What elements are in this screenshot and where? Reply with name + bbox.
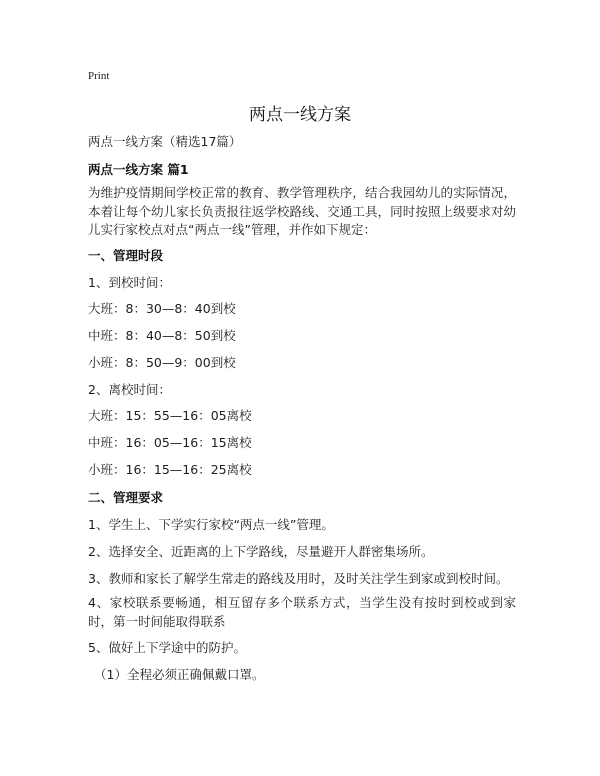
print-label: Print [88, 70, 110, 82]
requirement-item: 2、选择安全、近距离的上下学路线，尽量避开人群密集场所。 [88, 544, 434, 559]
departure-label: 2、离校时间： [88, 382, 171, 397]
arrival-label: 1、到校时间： [88, 275, 171, 290]
part1-heading: 一、管理时段 [88, 248, 164, 263]
requirement-item: 3、教师和家长了解学生常走的路线及用时，及时关注学生到家或到校时间。 [88, 571, 509, 586]
requirement-item: 5、做好上下学途中的防护。 [88, 640, 246, 655]
departure-small-class: 小班：16：15—16：25离校 [88, 462, 252, 477]
requirement-item: 1、学生上、下学实行家校“两点一线”管理。 [88, 517, 334, 532]
departure-large-class: 大班：15：55—16：05离校 [88, 408, 252, 423]
departure-middle-class: 中班：16：05—16：15离校 [88, 435, 252, 450]
page-title: 两点一线方案 [249, 105, 351, 125]
arrival-small-class: 小班：8：50—9：00到校 [88, 355, 236, 370]
part2-heading: 二、管理要求 [88, 490, 164, 505]
requirement-subitem: （1）全程必须正确佩戴口罩。 [94, 667, 265, 682]
requirement-item: 4、家校联系要畅通，相互留存多个联系方式，当学生没有按时到校或到家时，第一时间能取得联系 [88, 595, 516, 629]
arrival-middle-class: 中班：8：40—8：50到校 [88, 328, 236, 343]
section-title: 两点一线方案 篇1 [88, 162, 189, 177]
document-subtitle: 两点一线方案（精选17篇） [88, 134, 242, 149]
arrival-large-class: 大班：8：30—8：40到校 [88, 301, 236, 316]
intro-paragraph: 为维护疫情期间学校正常的教育、教学管理秩序，结合我园幼儿的实际情况，本着让每个幼儿家长负责报往返学校路线、交通工具，同时按照上级要求对幼儿实行家校点对点“两点一线”管理，并作如下规定： [88, 185, 516, 237]
